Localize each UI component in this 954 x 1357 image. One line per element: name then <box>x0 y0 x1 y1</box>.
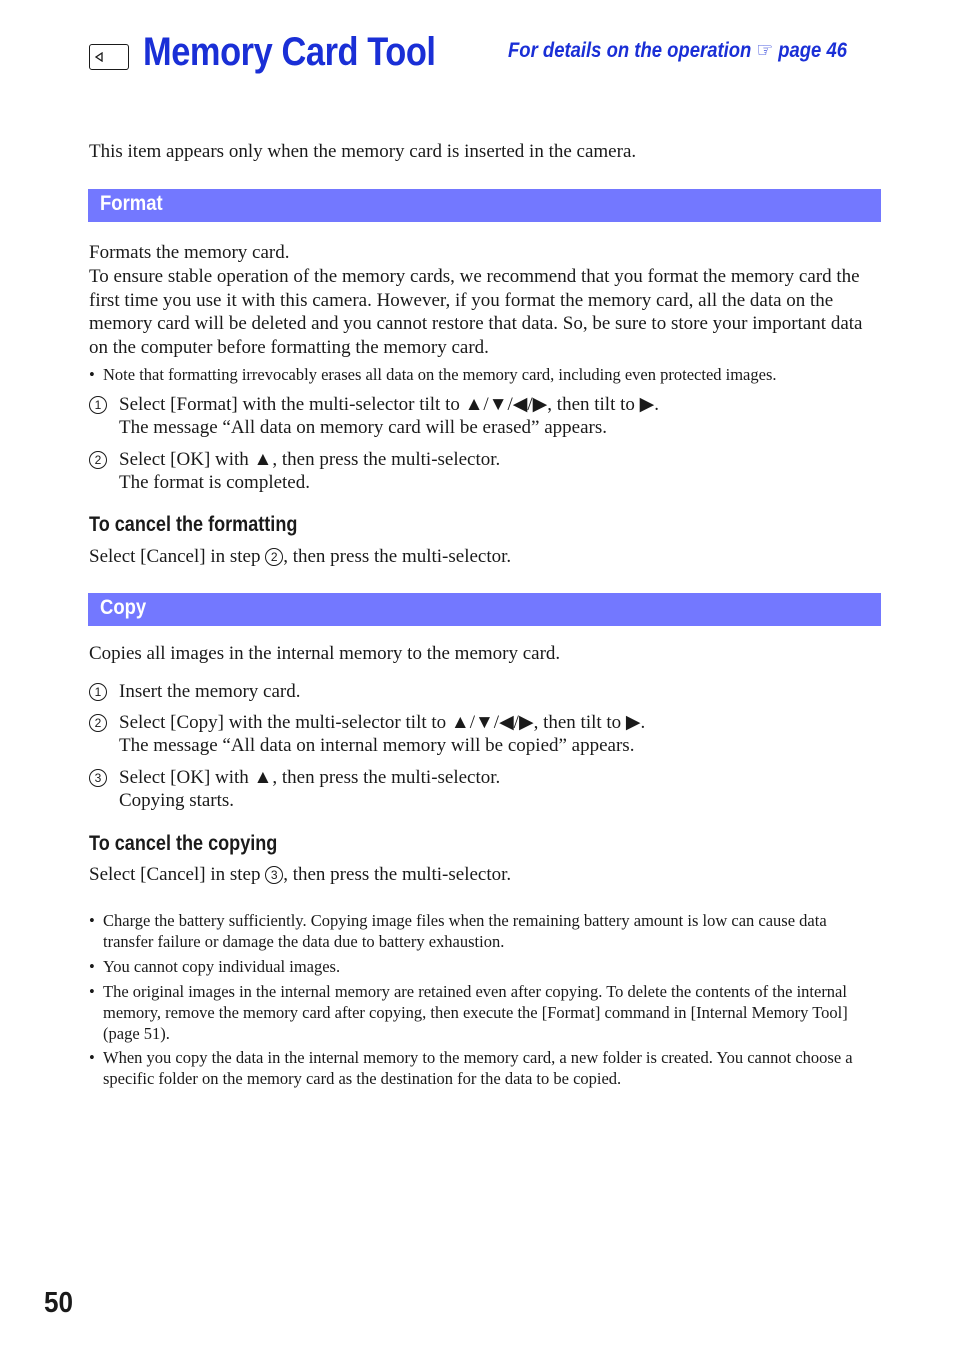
format-description-line: To ensure stable operation of the memory cards, we recommend that you format the memory card the first time you use it with this camera. However, if you format the memory card, all the data on the memory card will be deleted and you cannot restore that data. So, be sure to store your important data on the computer before formatting the memory card. <box>89 265 863 359</box>
page-number: 50 <box>44 1287 74 1319</box>
step-number-icon: 2 <box>265 548 283 566</box>
step-instruction: Select [OK] with ▲, then press the multi-selector. <box>119 449 501 470</box>
cancel-copying-heading: To cancel the copying <box>89 832 278 855</box>
step-number-icon: 2 <box>89 451 107 469</box>
copy-step <box>89 767 879 812</box>
step-instruction: Select [Copy] with the multi-selector tilt to ▲/▼/◀/▶, then tilt to ▶. <box>119 712 646 733</box>
cancel-text-before: Select [Cancel] in step <box>89 546 261 567</box>
step-number-icon: 1 <box>89 396 107 414</box>
section-bar-copy <box>88 593 881 626</box>
details-page-link[interactable]: page 46 <box>778 39 848 62</box>
copy-description: Copies all images in the internal memory to the memory card. <box>89 643 561 664</box>
format-step <box>89 394 879 439</box>
step-number-icon: 3 <box>265 866 283 884</box>
copy-step <box>89 712 879 757</box>
copy-note-text: The original images in the internal memory are retained even after copying. To delete the contents of the internal memory, remove the memory card after copying, then execute the [Format] command in [Internal Memory Tool] (page 51). <box>103 982 848 1043</box>
cancel-formatting-heading: To cancel the formatting <box>89 513 298 536</box>
format-note-text: Note that formatting irrevocably erases all data on the memory card, including even protected images. <box>103 365 777 384</box>
copy-note-text: You cannot copy individual images. <box>103 957 341 976</box>
bullet-icon: • <box>89 957 95 976</box>
bullet-icon: • <box>89 982 95 1001</box>
bullet-icon: • <box>89 911 95 930</box>
cancel-copying-text <box>89 863 511 887</box>
format-step <box>89 449 879 494</box>
page-title: Memory Card Tool <box>143 30 436 74</box>
step-result: The message “All data on memory card will be erased” appears. <box>119 416 607 438</box>
cancel-formatting-text <box>89 545 511 569</box>
section-heading-copy: Copy <box>100 596 147 619</box>
intro-text: This item appears only when the memory card is inserted in the camera. <box>89 141 637 162</box>
format-description <box>89 241 879 360</box>
step-instruction: Select [Format] with the multi-selector tilt to ▲/▼/◀/▶, then tilt to ▶. <box>119 394 660 415</box>
step-number-icon: 3 <box>89 769 107 787</box>
step-instruction: Select [OK] with ▲, then press the multi-selector. <box>119 767 501 788</box>
step-result: The format is completed. <box>119 471 310 493</box>
details-text: For details on the operation <box>508 39 752 62</box>
copy-note-text: Charge the battery sufficiently. Copying image files when the remaining battery amount is low can cause data transfer failure or damage the data due to battery exhaustion. <box>103 911 827 951</box>
pointing-hand-icon: ☞ <box>756 39 774 62</box>
copy-note-text: When you copy the data in the internal memory to the memory card, a new folder is created. You cannot choose a specific folder on the memory card as the destination for the data to be copied. <box>103 1048 853 1088</box>
copy-step <box>89 681 879 704</box>
step-instruction: Insert the memory card. <box>119 681 301 702</box>
format-note <box>89 364 879 385</box>
copy-note <box>89 981 879 1044</box>
step-number-icon: 1 <box>89 683 107 701</box>
cancel-text-after: , then press the multi-selector. <box>283 864 512 885</box>
step-number-icon: 2 <box>89 714 107 732</box>
copy-note <box>89 1047 879 1089</box>
bullet-icon: • <box>89 1048 95 1067</box>
cancel-text-before: Select [Cancel] in step <box>89 864 261 885</box>
copy-note <box>89 910 879 952</box>
bullet-icon: • <box>89 365 95 384</box>
format-description-line: Formats the memory card. <box>89 242 290 263</box>
step-result: Copying starts. <box>119 789 235 811</box>
step-result: The message “All data on internal memory will be copied” appears. <box>119 734 635 756</box>
copy-note <box>89 956 879 977</box>
section-bar-format <box>88 189 881 222</box>
cancel-text-after: , then press the multi-selector. <box>283 546 512 567</box>
details-reference[interactable] <box>508 38 847 63</box>
section-heading-format: Format <box>100 192 163 215</box>
memory-card-icon <box>89 44 129 70</box>
